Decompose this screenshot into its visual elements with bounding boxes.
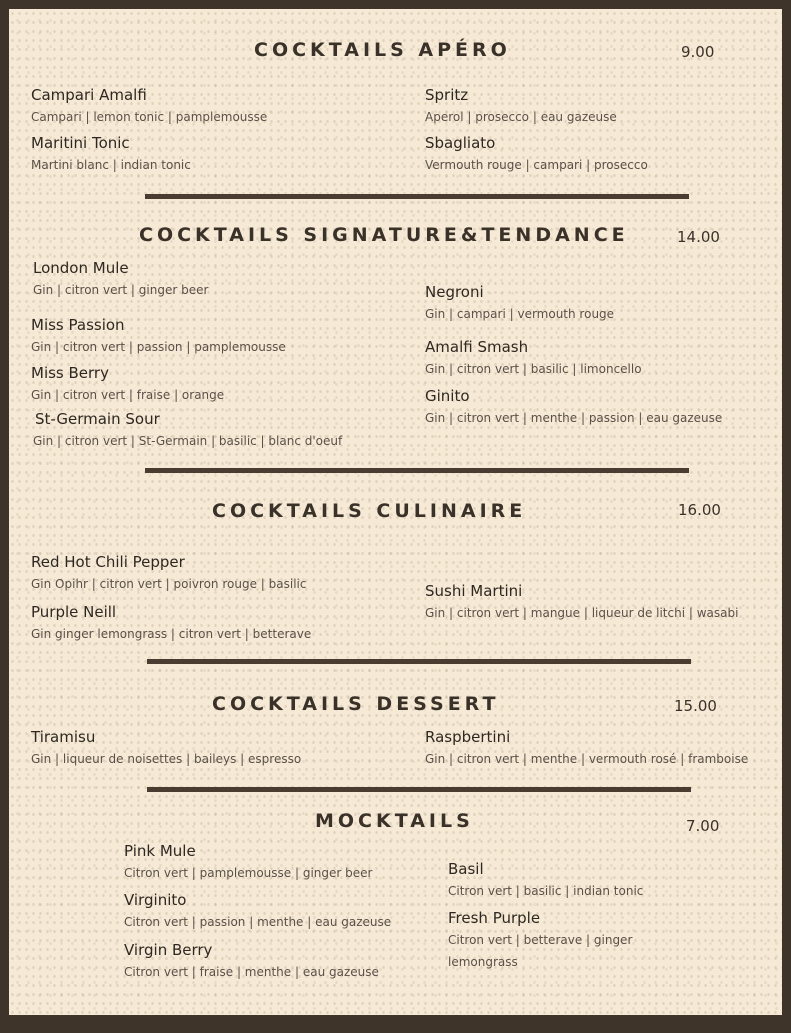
menu-item-name: Ginito bbox=[425, 387, 470, 405]
menu-item-name: Sbagliato bbox=[425, 134, 496, 152]
menu-item-name: Amalfi Smash bbox=[425, 338, 529, 356]
menu-item-ingredients: Gin | citron vert | mangue | liqueur de litchi | wasabi bbox=[425, 606, 739, 620]
section-title-dessert: COCKTAILS DESSERT bbox=[212, 693, 500, 715]
menu-item-name: Pink Mule bbox=[124, 842, 196, 860]
section-title-signature: COCKTAILS SIGNATURE&TENDANCE bbox=[139, 224, 629, 246]
menu-item-ingredients: Gin | liqueur de noisettes | baileys | espresso bbox=[31, 752, 302, 766]
menu-item-ingredients: lemongrass bbox=[448, 955, 518, 969]
section-divider bbox=[145, 468, 689, 473]
menu-item-ingredients: Gin | citron vert | passion | pamplemousse bbox=[31, 340, 286, 354]
section-title-mocktails: MOCKTAILS bbox=[315, 810, 474, 832]
menu-item-ingredients: Citron vert | basilic | indian tonic bbox=[448, 884, 644, 898]
menu-page bbox=[9, 9, 782, 1015]
section-divider bbox=[147, 659, 691, 664]
section-title-culinaire: COCKTAILS CULINAIRE bbox=[212, 500, 527, 522]
menu-item-ingredients: Gin | campari | vermouth rouge bbox=[425, 307, 615, 321]
menu-item-ingredients: Gin | citron vert | basilic | limoncello bbox=[425, 362, 642, 376]
menu-item-name: Raspbertini bbox=[425, 728, 511, 746]
menu-item-ingredients: Gin Opihr | citron vert | poivron rouge | basilic bbox=[31, 577, 307, 591]
menu-item-ingredients: Citron vert | fraise | menthe | eau gazeuse bbox=[124, 965, 379, 979]
menu-item-name: St-Germain Sour bbox=[35, 410, 160, 428]
menu-item-ingredients: Aperol | prosecco | eau gazeuse bbox=[425, 110, 617, 124]
menu-item-name: Spritz bbox=[425, 86, 469, 104]
menu-item-ingredients: Gin ginger lemongrass | citron vert | betterave bbox=[31, 627, 312, 641]
menu-item-ingredients: Campari | lemon tonic | pamplemousse bbox=[31, 110, 268, 124]
section-price-apero: 9.00 bbox=[681, 43, 715, 61]
menu-item-name: Tiramisu bbox=[31, 728, 96, 746]
menu-item-ingredients: Vermouth rouge | campari | prosecco bbox=[425, 158, 648, 172]
section-price-mocktails: 7.00 bbox=[686, 817, 720, 835]
menu-item-name: Maritini Tonic bbox=[31, 134, 130, 152]
section-price-signature: 14.00 bbox=[677, 228, 720, 246]
menu-item-name: Virginito bbox=[124, 891, 187, 909]
menu-item-ingredients: Gin | citron vert | fraise | orange bbox=[31, 388, 225, 402]
menu-item-ingredients: Gin | citron vert | ginger beer bbox=[33, 283, 209, 297]
menu-item-ingredients: Citron vert | betterave | ginger bbox=[448, 933, 633, 947]
menu-item-name: Negroni bbox=[425, 283, 484, 301]
section-divider bbox=[145, 194, 689, 199]
menu-item-name: Miss Berry bbox=[31, 364, 109, 382]
menu-item-name: Virgin Berry bbox=[124, 941, 213, 959]
section-divider bbox=[147, 787, 691, 792]
menu-item-name: Miss Passion bbox=[31, 316, 125, 334]
menu-item-ingredients: Citron vert | pamplemousse | ginger beer bbox=[124, 866, 373, 880]
menu-item-name: Basil bbox=[448, 860, 484, 878]
menu-item-name: Sushi Martini bbox=[425, 582, 523, 600]
section-price-dessert: 15.00 bbox=[674, 697, 717, 715]
section-title-apero: COCKTAILS APÉRO bbox=[254, 39, 511, 61]
menu-item-name: Campari Amalfi bbox=[31, 86, 147, 104]
menu-item-ingredients: Gin | citron vert | St-Germain | basilic | blanc d'oeuf bbox=[33, 434, 343, 448]
menu-item-ingredients: Citron vert | passion | menthe | eau gazeuse bbox=[124, 915, 392, 929]
menu-item-ingredients: Gin | citron vert | menthe | passion | eau gazeuse bbox=[425, 411, 723, 425]
section-price-culinaire: 16.00 bbox=[678, 501, 721, 519]
menu-item-name: Fresh Purple bbox=[448, 909, 541, 927]
menu-item-name: Red Hot Chili Pepper bbox=[31, 553, 185, 571]
menu-item-ingredients: Martini blanc | indian tonic bbox=[31, 158, 191, 172]
menu-item-name: Purple Neill bbox=[31, 603, 117, 621]
menu-item-ingredients: Gin | citron vert | menthe | vermouth rosé | framboise bbox=[425, 752, 749, 766]
menu-item-name: London Mule bbox=[33, 259, 129, 277]
